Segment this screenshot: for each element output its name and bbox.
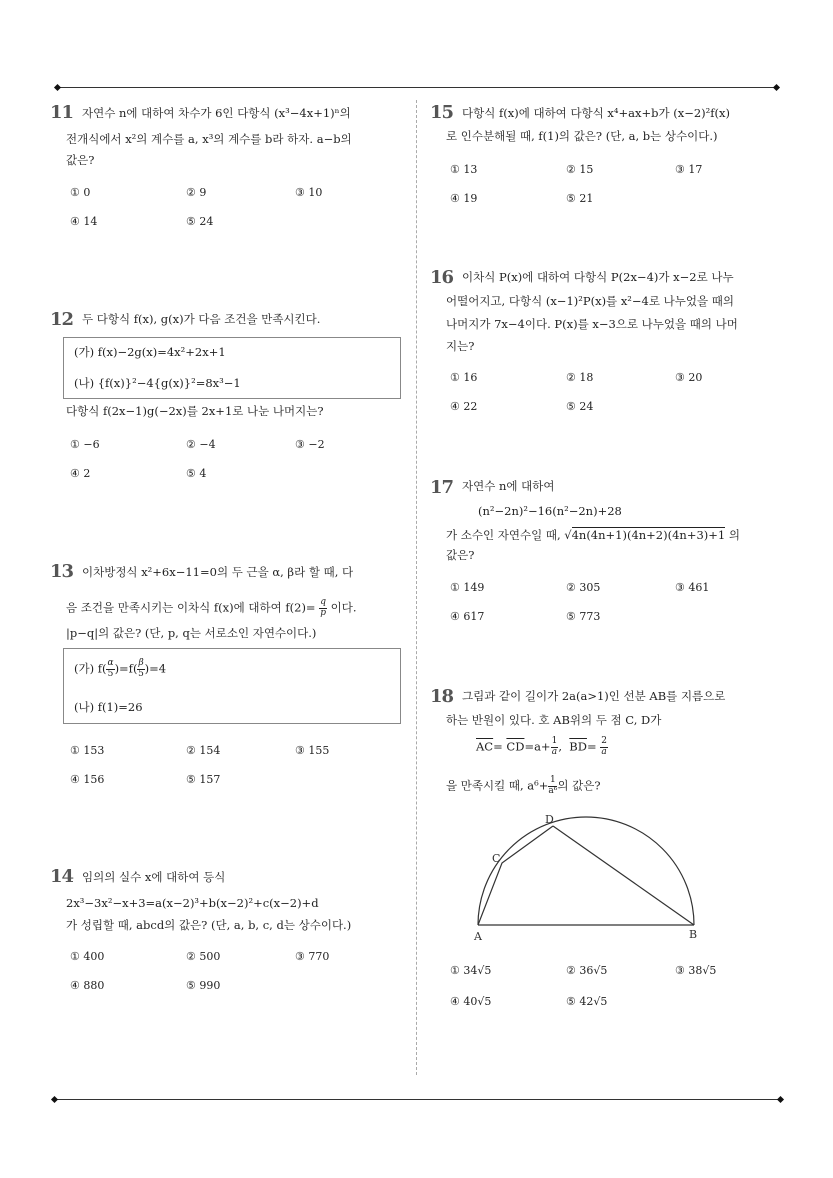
choice-4[interactable]: ④ 2 <box>70 467 91 480</box>
choice-3[interactable]: ③ 155 <box>295 744 330 757</box>
label-B: B <box>689 928 698 941</box>
question-text-line: 값은? <box>446 548 475 562</box>
choice-1[interactable]: ① −6 <box>70 438 100 451</box>
question-text-line: 전개식에서 x²의 계수를 a, x³의 계수를 b라 하자. a−b의 <box>66 132 352 146</box>
fraction-q-over-p: $\frac{q}{p}$ <box>320 597 326 618</box>
choice-1[interactable]: ① 34√5 <box>450 964 492 977</box>
bottom-rule <box>54 1099 781 1100</box>
choice-1[interactable]: ① 149 <box>450 581 485 594</box>
choice-3[interactable]: ③ 770 <box>295 950 330 963</box>
choice-2[interactable]: ② 500 <box>186 950 221 963</box>
choice-3[interactable]: ③ 461 <box>675 581 710 594</box>
choice-4[interactable]: ④ 19 <box>450 192 478 205</box>
choice-2[interactable]: ② 15 <box>566 163 594 176</box>
top-rule-left-diamond <box>54 84 61 91</box>
choice-2[interactable]: ② 154 <box>186 744 221 757</box>
choice-2[interactable]: ② 305 <box>566 581 601 594</box>
choice-1[interactable]: ① 400 <box>70 950 105 963</box>
choice-3[interactable]: ③ 17 <box>675 163 703 176</box>
choice-5[interactable]: ⑤ 990 <box>186 979 221 992</box>
question-text-line: 을 만족시킬 때, a⁶+ $\frac{1}{\text{a⁶}}$ 의 값은? <box>446 775 601 796</box>
question-number: 18 <box>430 686 454 707</box>
question-text-line: 가 소수인 자연수일 때, √4n(4n+1)(4n+2)(4n+3)+1 의 <box>446 528 740 542</box>
question-text-line: 자연수 n에 대하여 <box>462 479 555 493</box>
label-C: C <box>492 852 501 865</box>
condition-a: (가) f( $\frac{\alpha}{5}$ )=f( $\frac{\beta}{5}$ )=4 <box>74 658 167 679</box>
question-text-line: 로 인수분해될 때, f(1)의 값은? (단, a, b는 상수이다.) <box>446 129 718 143</box>
top-rule-right-diamond <box>773 84 780 91</box>
question-text-line: 다항식 f(x)에 대하여 다항식 x⁴+ax+b가 (x−2)²f(x) <box>462 106 730 120</box>
condition-b: (나) {f(x)}²−4{g(x)}²=8x³−1 <box>74 376 241 390</box>
choice-1[interactable]: ① 13 <box>450 163 478 176</box>
question-text-line: 하는 반원이 있다. 호 AB위의 두 점 C, D가 <box>446 713 662 727</box>
question-text-line: 그림과 같이 길이가 2a(a>1)인 선분 AB를 지름으로 <box>462 689 726 703</box>
question-text-line: 이차방정식 x²+6x−11=0의 두 근을 α, β라 할 때, 다 <box>82 565 354 579</box>
question-text-line: 다항식 f(2x−1)g(−2x)를 2x+1로 나눈 나머지는? <box>66 404 324 418</box>
bottom-rule-right-diamond <box>777 1096 784 1103</box>
question-equation: 2x³−3x²−x+3=a(x−2)³+b(x−2)²+c(x−2)+d <box>66 896 319 910</box>
condition-box <box>63 648 401 724</box>
question-number: 11 <box>50 102 74 123</box>
question-text-line: 두 다항식 f(x), g(x)가 다음 조건을 만족시킨다. <box>82 312 321 326</box>
top-rule <box>57 87 777 88</box>
question-text-line: 이차식 P(x)에 대하여 다항식 P(2x−4)가 x−2로 나누 <box>462 270 734 284</box>
question-equation: (n²−2n)²−16(n²−2n)+28 <box>478 504 622 518</box>
question-equation: $\overline{AC}= \overline{CD}=a+$ $\frac{1}{a}$ , $\overline{BD}=$ $\frac{2}{a}$ <box>476 736 607 757</box>
choice-3[interactable]: ③ 38√5 <box>675 964 717 977</box>
question-text-line <box>66 598 357 619</box>
condition-a: (가) f(x)−2g(x)=4x²+2x+1 <box>74 345 226 359</box>
choice-2[interactable]: ② 9 <box>186 186 207 199</box>
question-text-line: 어떨어지고, 다항식 (x−1)²P(x)를 x²−4로 나누었을 때의 <box>446 294 734 308</box>
question-text-line: 지는? <box>446 339 475 353</box>
choice-5[interactable]: ⑤ 42√5 <box>566 995 608 1008</box>
question-number: 16 <box>430 267 454 288</box>
choice-5[interactable]: ⑤ 157 <box>186 773 221 786</box>
choice-5[interactable]: ⑤ 24 <box>186 215 214 228</box>
choice-5[interactable]: ⑤ 21 <box>566 192 594 205</box>
sqrt-symbol: √ <box>564 528 572 542</box>
label-D: D <box>545 813 554 826</box>
choice-5[interactable]: ⑤ 773 <box>566 610 601 623</box>
question-text-line: 나머지가 7x−4이다. P(x)를 x−3으로 나누었을 때의 나머 <box>446 317 738 331</box>
question-text-line: 값은? <box>66 153 95 167</box>
choice-4[interactable]: ④ 617 <box>450 610 485 623</box>
choice-2[interactable]: ② 18 <box>566 371 594 384</box>
question-number: 13 <box>50 561 74 582</box>
choice-4[interactable]: ④ 22 <box>450 400 478 413</box>
semicircle-arc <box>478 817 694 925</box>
choice-3[interactable]: ③ −2 <box>295 438 325 451</box>
choice-1[interactable]: ① 16 <box>450 371 478 384</box>
question-text-line: |p−q|의 값은? (단, p, q는 서로소인 자연수이다.) <box>66 626 317 640</box>
question-text-part: 음 조건을 만족시키는 이차식 f(x)에 대하여 f(2)= <box>66 600 316 615</box>
choice-5[interactable]: ⑤ 4 <box>186 467 207 480</box>
question-text-line: 임의의 실수 x에 대하여 등식 <box>82 870 226 884</box>
question-number: 17 <box>430 477 454 498</box>
choice-2[interactable]: ② −4 <box>186 438 216 451</box>
semicircle-figure <box>466 808 706 948</box>
choice-4[interactable]: ④ 880 <box>70 979 105 992</box>
choice-5[interactable]: ⑤ 24 <box>566 400 594 413</box>
choice-4[interactable]: ④ 40√5 <box>450 995 492 1008</box>
chords-A-C-D <box>478 826 553 925</box>
question-text-line: 가 성립할 때, abcd의 값은? (단, a, b, c, d는 상수이다.) <box>66 918 352 932</box>
choice-3[interactable]: ③ 20 <box>675 371 703 384</box>
condition-b: (나) f(1)=26 <box>74 700 143 714</box>
question-number: 12 <box>50 309 74 330</box>
choice-2[interactable]: ② 36√5 <box>566 964 608 977</box>
radicand: 4n(4n+1)(4n+2)(4n+3)+1 <box>571 528 726 542</box>
column-divider <box>416 100 417 1075</box>
choice-4[interactable]: ④ 156 <box>70 773 105 786</box>
question-number: 14 <box>50 866 74 887</box>
choice-3[interactable]: ③ 10 <box>295 186 323 199</box>
question-number: 15 <box>430 102 454 123</box>
label-A: A <box>474 930 482 943</box>
condition-box <box>63 337 401 399</box>
question-text-line: 자연수 n에 대하여 차수가 6인 다항식 (x³−4x+1)ⁿ의 <box>82 106 351 120</box>
choice-1[interactable]: ① 0 <box>70 186 91 199</box>
chord-D-B <box>553 826 694 925</box>
bottom-rule-left-diamond <box>51 1096 58 1103</box>
choice-4[interactable]: ④ 14 <box>70 215 98 228</box>
question-text-part: 이다. <box>330 600 357 615</box>
choice-1[interactable]: ① 153 <box>70 744 105 757</box>
